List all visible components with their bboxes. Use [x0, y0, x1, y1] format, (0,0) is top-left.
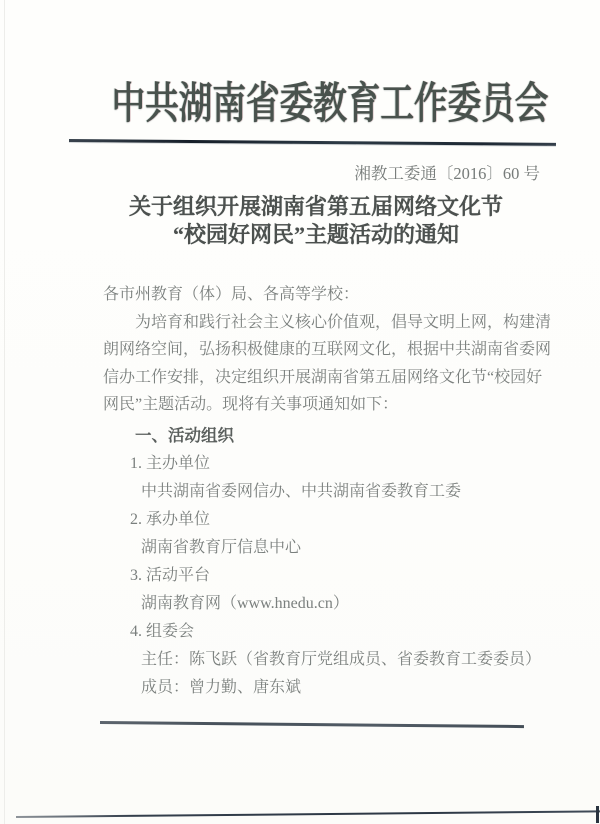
doc-number: 湘教工委通〔2016〕60 号 — [354, 164, 540, 183]
scan-artifact-bottom-line — [16, 810, 600, 818]
document-header — [60, 78, 600, 130]
list-item-number: 4. 组委会 — [130, 623, 195, 640]
list-item-number: 1. 主办单位 — [130, 455, 211, 472]
section-heading: 一、活动组织 — [135, 427, 234, 445]
header-org-title: 中共湖南省委教育工作委员会 — [111, 79, 549, 128]
list-item-content: 湖南省教育厅信息中心 — [141, 539, 302, 556]
list-item-number: 3. 活动平台 — [130, 567, 211, 584]
list-item-content: 湖南教育网（www.hnedu.cn） — [141, 595, 349, 612]
list-item-number: 2. 承办单位 — [130, 511, 211, 528]
body-section-organization — [103, 422, 543, 702]
list-item-content: 主任：陈飞跃（省教育厅党组成员、省委教育工委委员） — [141, 651, 542, 668]
footer-rule — [100, 721, 524, 728]
scan-artifact-right-tick — [596, 806, 599, 823]
header-rule — [69, 139, 556, 146]
salutation-line: 各市州教育（体）局、各高等学校： — [103, 286, 360, 303]
intro-line: 信办工作安排，决定组织开展湖南省第五届网络文化节“校园好 — [103, 368, 543, 386]
body-intro — [103, 281, 552, 419]
doc-title — [32, 193, 600, 249]
intro-line: 朗网络空间，弘扬积极健康的互联网文化，根据中共湖南省委网 — [103, 341, 552, 358]
list-item-content: 中共湖南省委网信办、中共湖南省委教育工委 — [141, 483, 462, 500]
doc-title-line2: “校园好网民”主题活动的通知 — [172, 222, 459, 247]
scan-artifact-left-edge — [4, 0, 5, 824]
intro-line: 为培育和践行社会主义核心价值观，倡导文明上网，构建清 — [135, 313, 552, 331]
intro-line: 网民”主题活动。现将有关事项通知如下： — [103, 396, 399, 413]
doc-title-line1: 关于组织开展湖南省第五届网络文化节 — [128, 194, 503, 219]
list-item-content: 成员：曾力勤、唐东斌 — [141, 679, 302, 696]
